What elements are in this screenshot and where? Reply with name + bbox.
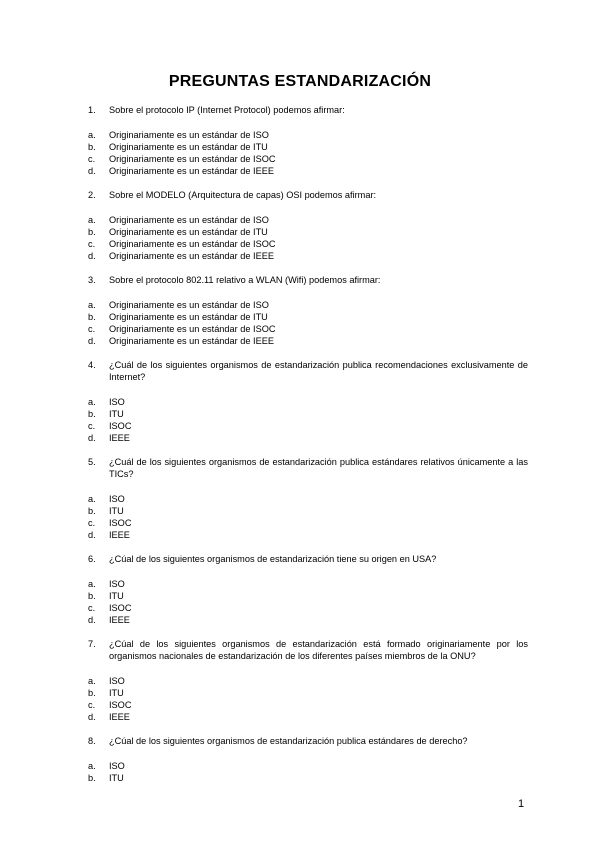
option-list [88,396,528,444]
question-text: ¿Cuál de los siguientes organismos de estandarización publica estándares relativos únicamente a las TICs? [109,457,528,479]
question-number: 3. [88,275,96,285]
answer-option [88,420,528,432]
option-text: ISO [109,676,125,686]
question [88,553,528,565]
question [88,456,528,480]
question [88,735,528,747]
option-letter: a. [88,130,96,140]
option-text: ITU [109,688,124,698]
question [88,189,528,201]
answer-option [88,299,528,311]
option-list [88,299,528,347]
option-letter: c. [88,324,96,334]
option-text: IEEE [109,615,130,625]
option-text: Originariamente es un estándar de ISO [109,215,269,225]
question-number: 1. [88,105,96,115]
page-title: PREGUNTAS ESTANDARIZACIÓN [168,73,432,90]
option-letter: b. [88,142,96,152]
question-text: ¿Cúal de los siguientes organismos de estandarización tiene su origen en USA? [109,554,437,564]
option-text: ISOC [109,700,132,710]
answer-option [88,602,528,614]
answer-option [88,711,528,723]
option-text: Originariamente es un estándar de ISOC [109,239,276,249]
answer-option [88,493,528,505]
option-text: ITU [109,506,124,516]
answer-option [88,226,528,238]
option-letter: d. [88,530,96,540]
option-list [88,760,528,784]
option-letter: c. [88,154,96,164]
option-letter: d. [88,251,96,261]
answer-option [88,614,528,626]
option-letter: d. [88,433,96,443]
option-text: ISO [109,761,125,771]
option-text: ISOC [109,421,132,431]
answer-option [88,323,528,335]
answer-option [88,590,528,602]
option-text: Originariamente es un estándar de ITU [109,227,268,237]
page-number: 1 [518,798,525,810]
option-text: ISOC [109,518,132,528]
question-list [88,104,528,796]
question-number: 7. [88,639,96,649]
answer-option [88,250,528,262]
answer-option [88,675,528,687]
option-text: ITU [109,591,124,601]
option-letter: b. [88,312,96,322]
option-letter: c. [88,700,96,710]
answer-option [88,505,528,517]
option-letter: d. [88,615,96,625]
answer-option [88,517,528,529]
option-letter: a. [88,676,96,686]
option-letter: d. [88,336,96,346]
option-text: Originariamente es un estándar de IEEE [109,251,274,261]
question-number: 8. [88,736,96,746]
option-letter: a. [88,761,96,771]
answer-option [88,311,528,323]
answer-option [88,238,528,250]
answer-option [88,578,528,590]
option-text: ITU [109,409,124,419]
option-text: Originariamente es un estándar de ISO [109,130,269,140]
option-text: Originariamente es un estándar de ISOC [109,324,276,334]
answer-option [88,699,528,711]
answer-option [88,129,528,141]
option-letter: c. [88,603,96,613]
answer-option [88,687,528,699]
option-letter: c. [88,518,96,528]
option-letter: d. [88,166,96,176]
option-text: Originariamente es un estándar de IEEE [109,166,274,176]
question-text: Sobre el protocolo IP (Internet Protocol) podemos afirmar: [109,105,345,115]
option-letter: b. [88,409,96,419]
option-list [88,675,528,723]
option-text: Originariamente es un estándar de ISOC [109,154,276,164]
option-letter: c. [88,421,96,431]
question-number: 5. [88,457,96,467]
answer-option [88,214,528,226]
question-number: 6. [88,554,96,564]
option-letter: a. [88,397,96,407]
question-number: 2. [88,190,96,200]
option-letter: b. [88,227,96,237]
option-letter: a. [88,215,96,225]
option-list [88,129,528,177]
option-letter: b. [88,506,96,516]
question [88,274,528,286]
answer-option [88,529,528,541]
answer-option [88,432,528,444]
option-list [88,214,528,262]
option-text: ISO [109,494,125,504]
option-letter: c. [88,239,96,249]
option-text: IEEE [109,530,130,540]
answer-option [88,165,528,177]
option-letter: b. [88,688,96,698]
option-letter: b. [88,773,96,783]
option-letter: a. [88,300,96,310]
question [88,638,528,662]
option-letter: a. [88,579,96,589]
option-text: Originariamente es un estándar de ISO [109,300,269,310]
question-number: 4. [88,360,96,370]
question-text: ¿Cuál de los siguientes organismos de estandarización publica recomendaciones exclusivamente de Internet? [109,360,528,382]
answer-option [88,335,528,347]
answer-option [88,408,528,420]
answer-option [88,153,528,165]
question-text: ¿Cúal de los siguientes organismos de estandarización está formado originariamente por los organismos nacionales de estandarización de los diferentes países miembros de la ONU? [109,639,528,661]
answer-option [88,760,528,772]
question-text: Sobre el MODELO (Arquitectura de capas) OSI podemos afirmar: [109,190,377,200]
option-text: IEEE [109,712,130,722]
option-list [88,578,528,626]
option-text: Originariamente es un estándar de ITU [109,142,268,152]
option-text: ISOC [109,603,132,613]
question-text: Sobre el protocolo 802.11 relativo a WLAN (Wifi) podemos afirmar: [109,275,381,285]
answer-option [88,396,528,408]
option-text: IEEE [109,433,130,443]
question-text: ¿Cúal de los siguientes organismos de estandarización publica estándares de derecho? [109,736,468,746]
question [88,104,528,116]
question [88,359,528,383]
answer-option [88,772,528,784]
option-list [88,493,528,541]
option-letter: b. [88,591,96,601]
option-text: Originariamente es un estándar de IEEE [109,336,274,346]
option-text: ITU [109,773,124,783]
option-letter: a. [88,494,96,504]
answer-option [88,141,528,153]
option-text: Originariamente es un estándar de ITU [109,312,268,322]
option-text: ISO [109,397,125,407]
option-letter: d. [88,712,96,722]
option-text: ISO [109,579,125,589]
